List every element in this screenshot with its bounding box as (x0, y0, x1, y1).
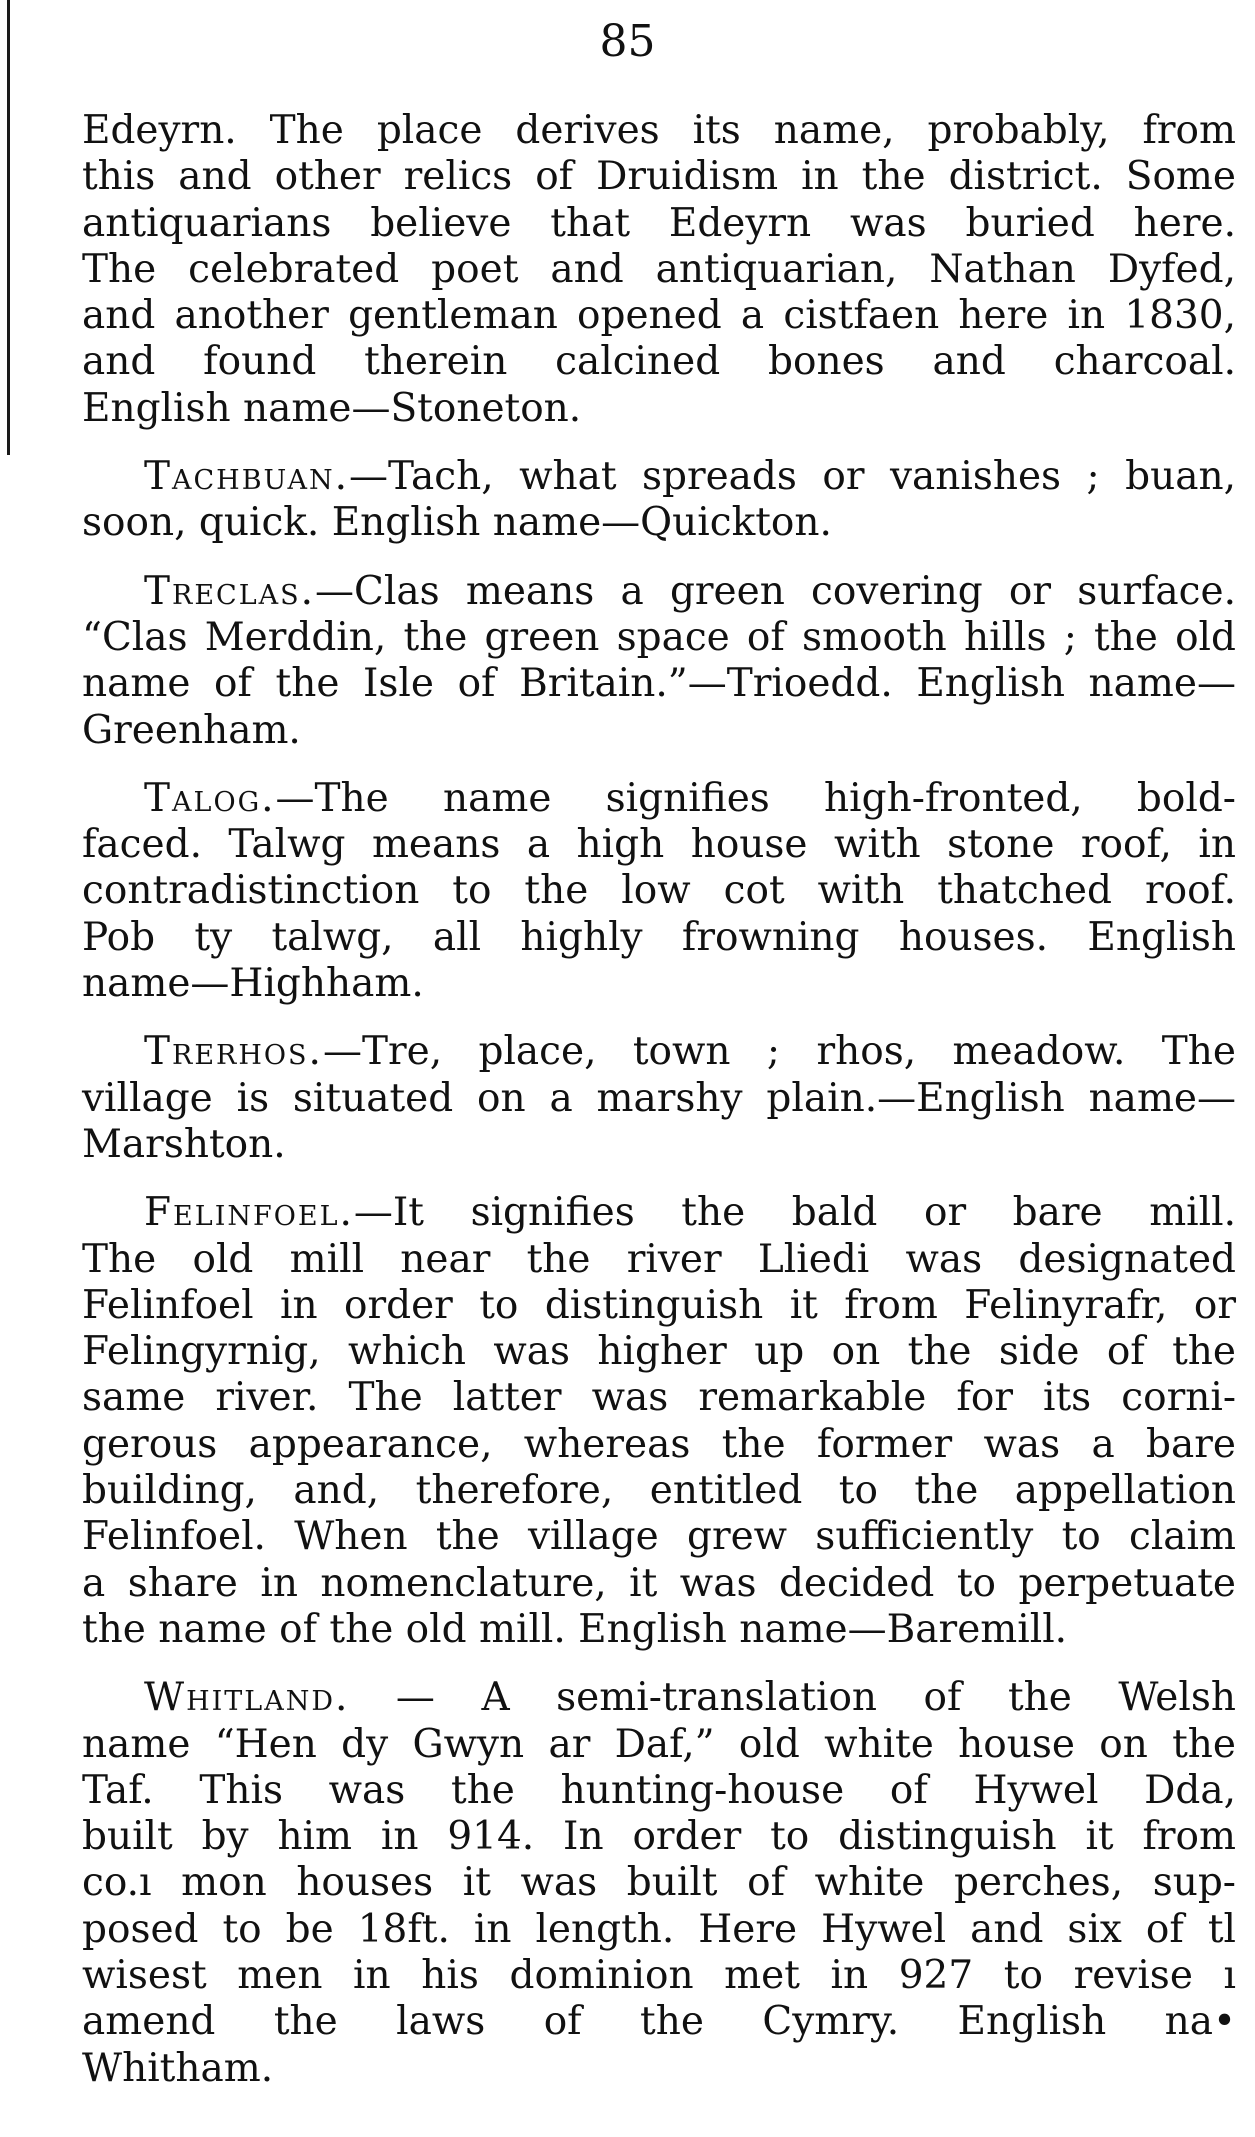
entry-term: Tachbuan. (144, 454, 350, 500)
text-line: the name of the old mill. English name—Baremill. (82, 1606, 1068, 1652)
text-line: faced. Talwg means a high house with stone roof, in (82, 822, 1236, 868)
text-line: name of the Isle of Britain.”—Trioedd. English name— (82, 661, 1236, 707)
text-line: Talog.—The name signifies high-fronted, bold- (144, 775, 1236, 821)
text-line: antiquarians believe that Edeyrn was buried here. (82, 200, 1236, 246)
text-line: and another gentleman opened a cistfaen here in 1830, (82, 293, 1236, 339)
text-line: Felingyrnig, which was higher up on the side of the (82, 1329, 1236, 1375)
entry-term: Talog. (144, 775, 276, 821)
entry-term: Whitland. (144, 1675, 350, 1721)
text-line: Pob ty talwg, all highly frowning houses. English (82, 914, 1236, 960)
text-line: Trerhos.—Tre, place, town ; rhos, meadow. The (144, 1029, 1236, 1075)
text-line: village is situated on a marshy plain.—English name— (82, 1075, 1236, 1121)
text-line: Taf. This was the hunting-house of Hywel Dda, (82, 1767, 1236, 1813)
text-line: name “Hen dy Gwyn ar Daf,” old white house on the (82, 1721, 1236, 1767)
text-line: contradistinction to the low cot with thatched roof. (82, 868, 1236, 914)
paragraph-felinfoel (82, 1190, 1236, 1653)
text-line: Treclas.—Clas means a green covering or surface. (144, 568, 1236, 614)
text-line: Felinfoel.—It signifies the bald or bare mill. (144, 1190, 1236, 1236)
text-line: gerous appearance, whereas the former was a bare (82, 1421, 1236, 1467)
body-text (82, 108, 1236, 2092)
text-line: built by him in 914. In order to distinguish it from (82, 1814, 1236, 1860)
text-line: soon, quick. English name—Quickton. (82, 500, 832, 546)
text-line: a share in nomenclature, it was decided to perpetuate (82, 1560, 1236, 1606)
text-line: this and other relics of Druidism in the district. Some (82, 154, 1236, 200)
text-line: Felinfoel. When the village grew sufficiently to claim (82, 1514, 1236, 1560)
entry-term: Felinfoel. (144, 1190, 354, 1236)
paragraph-edeyrn (82, 108, 1236, 432)
text-line: Whitland. — A semi-translation of the Welsh (144, 1675, 1236, 1721)
text-line: and found therein calcined bones and charcoal. (82, 339, 1236, 385)
text-line: name—Highham. (82, 961, 424, 1007)
page-number: 85 (599, 16, 656, 67)
entry-term: Treclas. (144, 568, 316, 614)
paragraph-tachbuan (82, 454, 1236, 547)
text-line: posed to be 18ft. in length. Here Hywel and six of tl (82, 1906, 1236, 1952)
paragraph-treclas (82, 569, 1236, 754)
entry-term: Trerhos. (144, 1029, 323, 1075)
text-line: Whitham. (82, 2045, 274, 2091)
text-line: The celebrated poet and antiquarian, Nathan Dyfed, (82, 246, 1236, 292)
paragraph-talog (82, 776, 1236, 1007)
paragraph-whitland (82, 1675, 1236, 2092)
text-line: Tachbuan.—Tach, what spreads or vanishes ; buan, (144, 454, 1236, 500)
paragraph-trerhos (82, 1029, 1236, 1168)
text-line: “Clas Merddin, the green space of smooth hills ; the old (82, 614, 1236, 660)
text-line: English name—Stoneton. (82, 385, 582, 431)
text-line: wisest men in his dominion met in 927 to revise ı (82, 1952, 1236, 1998)
text-line: The old mill near the river Lliedi was designated (82, 1236, 1236, 1282)
text-line: building, and, therefore, entitled to the appellation (82, 1468, 1236, 1514)
text-line: Marshton. (82, 1121, 286, 1167)
text-line: same river. The latter was remarkable for its corni- (82, 1375, 1236, 1421)
text-line: Felinfoel in order to distinguish it from Felinyrafr, or (82, 1282, 1236, 1328)
text-line: Greenham. (82, 707, 301, 753)
text-line: co.ı mon houses it was built of white perches, sup- (82, 1860, 1236, 1906)
text-line: Edeyrn. The place derives its name, probably, from (82, 108, 1236, 153)
text-line: amend the laws of the Cymry. English na• (82, 1999, 1236, 2045)
